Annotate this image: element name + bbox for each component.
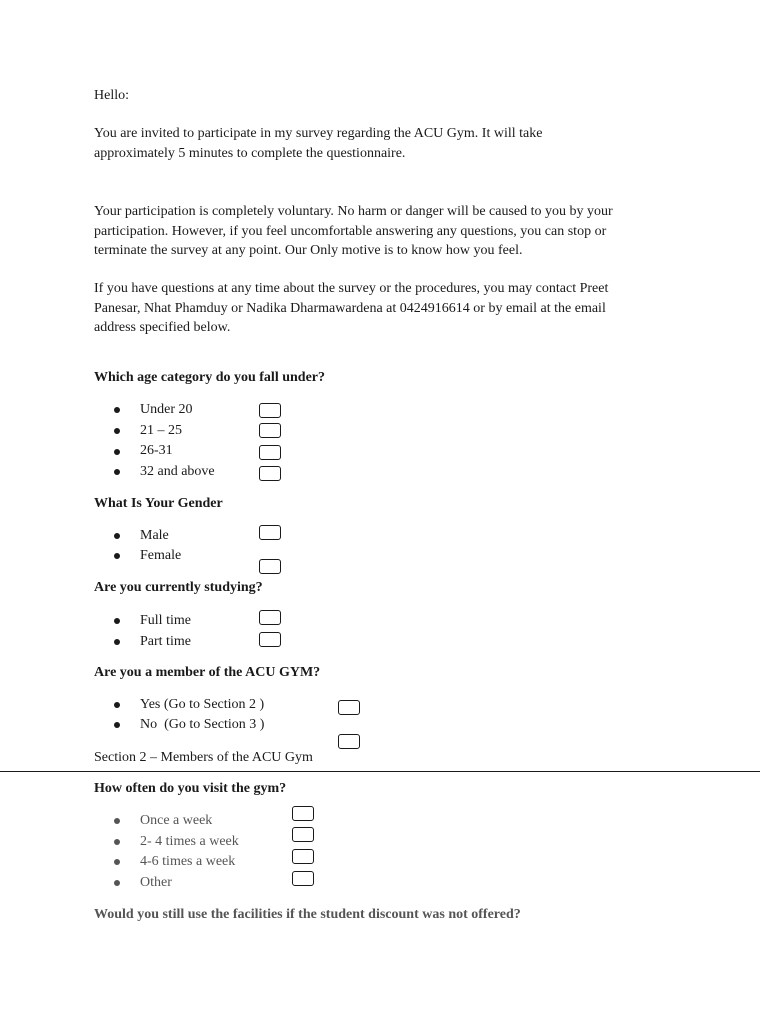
bullet-icon [114,859,120,865]
option-study-full-time: Full time [140,613,191,628]
checkbox-age-21-25[interactable] [259,423,281,438]
checkbox-age-under-20[interactable] [259,403,281,418]
bullet-icon [114,533,120,539]
option-age-under-20: Under 20 [140,402,193,417]
option-age-32-above: 32 and above [140,464,215,479]
checkbox-age-26-31[interactable] [259,445,281,460]
intro-line-1: You are invited to participate in my survey regarding the ACU Gym. It will take [94,126,543,141]
checkbox-visit-4-6[interactable] [292,849,314,864]
bullet-icon [114,639,120,645]
bullet-icon [114,722,120,728]
bullet-icon [114,880,120,886]
bullet-icon [114,469,120,475]
checkbox-visit-once[interactable] [292,806,314,821]
checkbox-study-full-time[interactable] [259,610,281,625]
checkbox-gender-female[interactable] [259,559,281,574]
checkbox-study-part-time[interactable] [259,632,281,647]
option-visit-2-4: 2- 4 times a week [140,834,239,849]
bullet-icon [114,449,120,455]
voluntary-line-2: participation. However, if you feel uncomfortable answering any questions, you can stop or [94,224,607,239]
checkbox-member-yes[interactable] [338,700,360,715]
page-divider [0,771,760,772]
option-visit-once: Once a week [140,813,213,828]
contact-line-3: address specified below. [94,320,231,335]
question-studying: Are you currently studying? [94,580,263,595]
bullet-icon [114,407,120,413]
question-discount: Would you still use the facilities if the student discount was not offered? [94,907,521,922]
greeting: Hello: [94,88,129,103]
bullet-icon [114,839,120,845]
bullet-icon [114,553,120,559]
checkbox-gender-male[interactable] [259,525,281,540]
question-visit-frequency: How often do you visit the gym? [94,781,287,796]
voluntary-line-1: Your participation is completely voluntary. No harm or danger will be caused to you by your [94,204,613,219]
question-member: Are you a member of the ACU GYM? [94,665,321,680]
voluntary-line-3: terminate the survey at any point. Our Only motive is to know how you feel. [94,243,523,258]
question-gender: What Is Your Gender [94,496,223,511]
question-age: Which age category do you fall under? [94,370,325,385]
bullet-icon [114,428,120,434]
contact-line-1: If you have questions at any time about the survey or the procedures, you may contact Preet [94,281,609,296]
option-member-no: No (Go to Section 3 ) [140,717,265,732]
checkbox-member-no[interactable] [338,734,360,749]
option-visit-4-6: 4-6 times a week [140,854,236,869]
contact-line-2: Panesar, Nhat Phamduy or Nadika Dharmawardena at 0424916614 or by email at the email [94,301,606,316]
option-member-yes: Yes (Go to Section 2 ) [140,697,265,712]
intro-line-2: approximately 5 minutes to complete the questionnaire. [94,146,406,161]
option-age-26-31: 26-31 [140,443,173,458]
checkbox-visit-other[interactable] [292,871,314,886]
option-study-part-time: Part time [140,634,191,649]
checkbox-visit-2-4[interactable] [292,827,314,842]
bullet-icon [114,618,120,624]
option-visit-other: Other [140,875,172,890]
bullet-icon [114,702,120,708]
bullet-icon [114,818,120,824]
option-age-21-25: 21 – 25 [140,423,182,438]
section-2-heading: Section 2 – Members of the ACU Gym [94,750,313,765]
checkbox-age-32-above[interactable] [259,466,281,481]
option-gender-male: Male [140,528,169,543]
option-gender-female: Female [140,548,182,563]
